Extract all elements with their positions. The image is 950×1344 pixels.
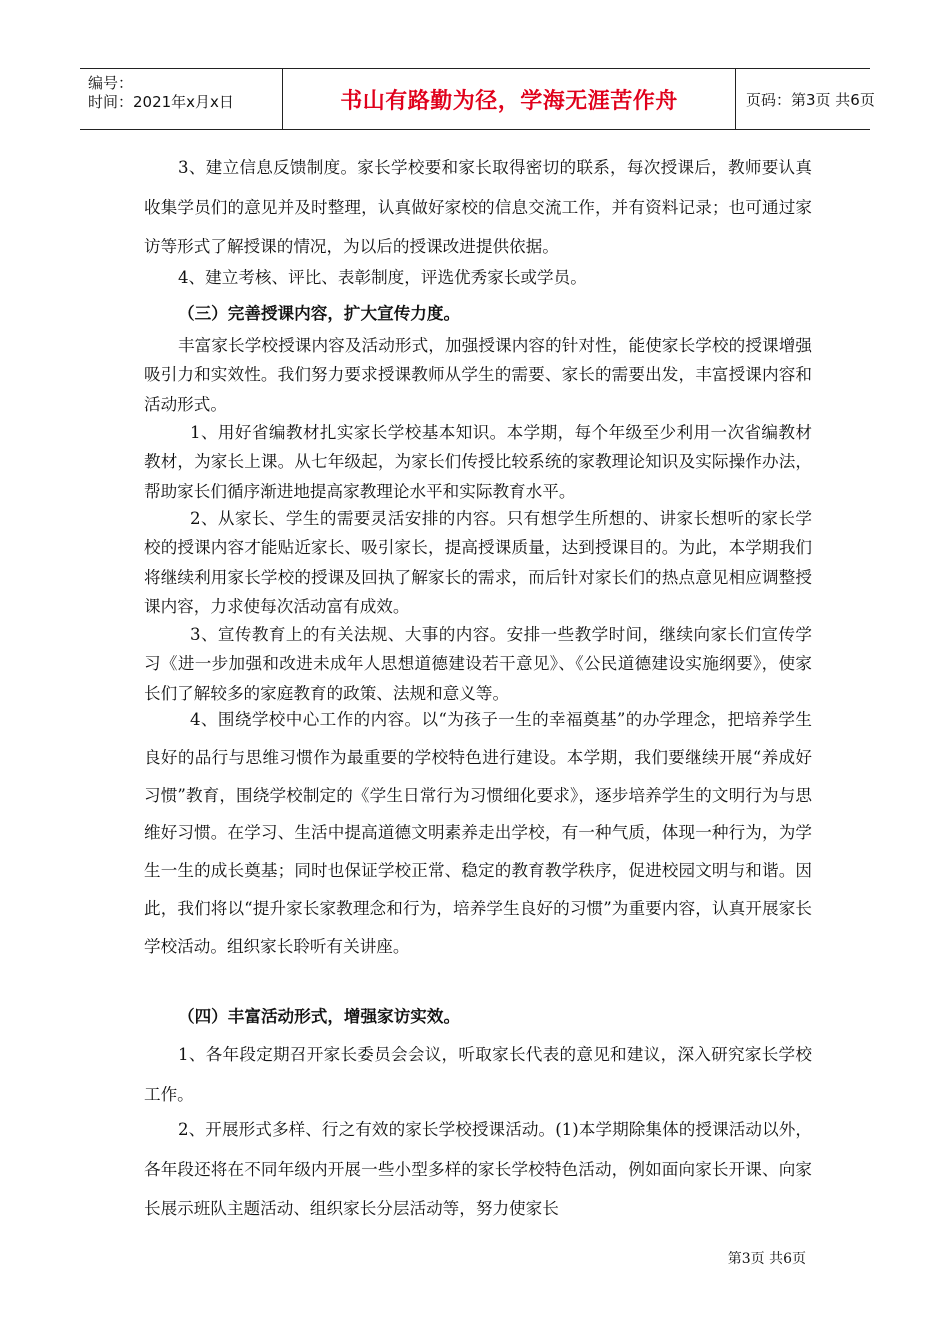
paragraph-item-2-needs: 2、从家长、学生的需要灵活安排的内容。只有想学生所想的、讲家长想听的家长学校的授课内容才能贴近家长、吸引家长，提高授课质量，达到授课目的。为此，本学期我们将继续利用家长学校的授课及回执了解家长的需求，而后针对家长们的热点意见相应调整授课内容，力求使每次活动富有成效。 [144,509,812,617]
serial-number-label: 编号： [88,74,134,92]
header-motto: 书山有路勤为径，学海无涯苦作舟 [282,69,736,129]
document-header [80,68,875,130]
paragraph-item-3-regulations: 3、宣传教育上的有关法规、大事的内容。安排一些教学时间，继续向家长们宣传学习《进一步加强和改进未成年人思想道德建设若干意见》、《公民道德建设实施纲要》，使家长们了解较多的家庭教育的政策、法规和意义等。 [144,625,812,703]
section-heading-4: （四）丰富活动形式，增强家访实效。 [178,1006,461,1026]
paragraph-assessment-system: 4、建立考核、评比、表彰制度，评选优秀家长或学员。 [178,268,587,287]
paragraph-committee-meetings: 1、各年段定期召开家长委员会会议，听取家长代表的意见和建议，深入研究家长学校工作。 [144,1045,812,1104]
paragraph-activities: 2、开展形式多样、行之有效的家长学校授课活动。(1)本学期除集体的授课活动以外，各年段还将在不同年级内开展一些小型多样的家长学校特色活动，例如面向家长开课、向家长展示班队主题活动、组织家长分层活动等，努力使家长 [144,1120,812,1219]
date-label: 时间：2021年x月x日 [88,93,234,111]
paragraph-item-4-school-work: 4、围绕学校中心工作的内容。以“为孩子一生的幸福奠基”的办学理念，把培养学生良好的品行与思维习惯作为最重要的学校特色进行建设。本学期，我们要继续开展“养成好习惯”教育，围绕学校制定的《学生日常行为习惯细化要求》，逐步培养学生的文明行为与思维好习惯。在学习、生活中提高道德文明素养走出学校，有一种气质，体现一种行为，为学生一生的成长奠基；同时也保证学校正常、稳定的教育教学秩序，促进校园文明与和谐。因此，我们将以“提升家长家教理念和行为，培养学生良好的习惯”为重要内容，认真开展家长学校活动。组织家长聆听有关讲座。 [144,710,812,956]
footer-page-number: 第3页 共6页 [727,1251,806,1267]
paragraph-enrich-content: 丰富家长学校授课内容及活动形式，加强授课内容的针对性，能使家长学校的授课增强吸引力和实效性。我们努力要求授课教师从学生的需要、家长的需要出发，丰富授课内容和活动形式。 [144,336,812,414]
section-heading-3: （三）完善授课内容，扩大宣传力度。 [178,303,461,323]
header-page-number: 页码：第3页 共6页 [746,90,875,109]
paragraph-item-1-textbook: 1、用好省编教材扎实家长学校基本知识。本学期，每个年级至少利用一次省编教材教材，为家长上课。从七年级起，为家长们传授比较系统的家教理论知识及实际操作办法，帮助家长们循序渐进地提高家教理论水平和实际教育水平。 [144,423,812,501]
header-meta-cell [80,69,280,129]
paragraph-feedback-system: 3、建立信息反馈制度。家长学校要和家长取得密切的联系，每次授课后，教师要认真收集学员们的意见并及时整理，认真做好家校的信息交流工作，并有资料记录；也可通过家访等形式了解授课的情况，为以后的授课改进提供依据。 [144,158,812,257]
